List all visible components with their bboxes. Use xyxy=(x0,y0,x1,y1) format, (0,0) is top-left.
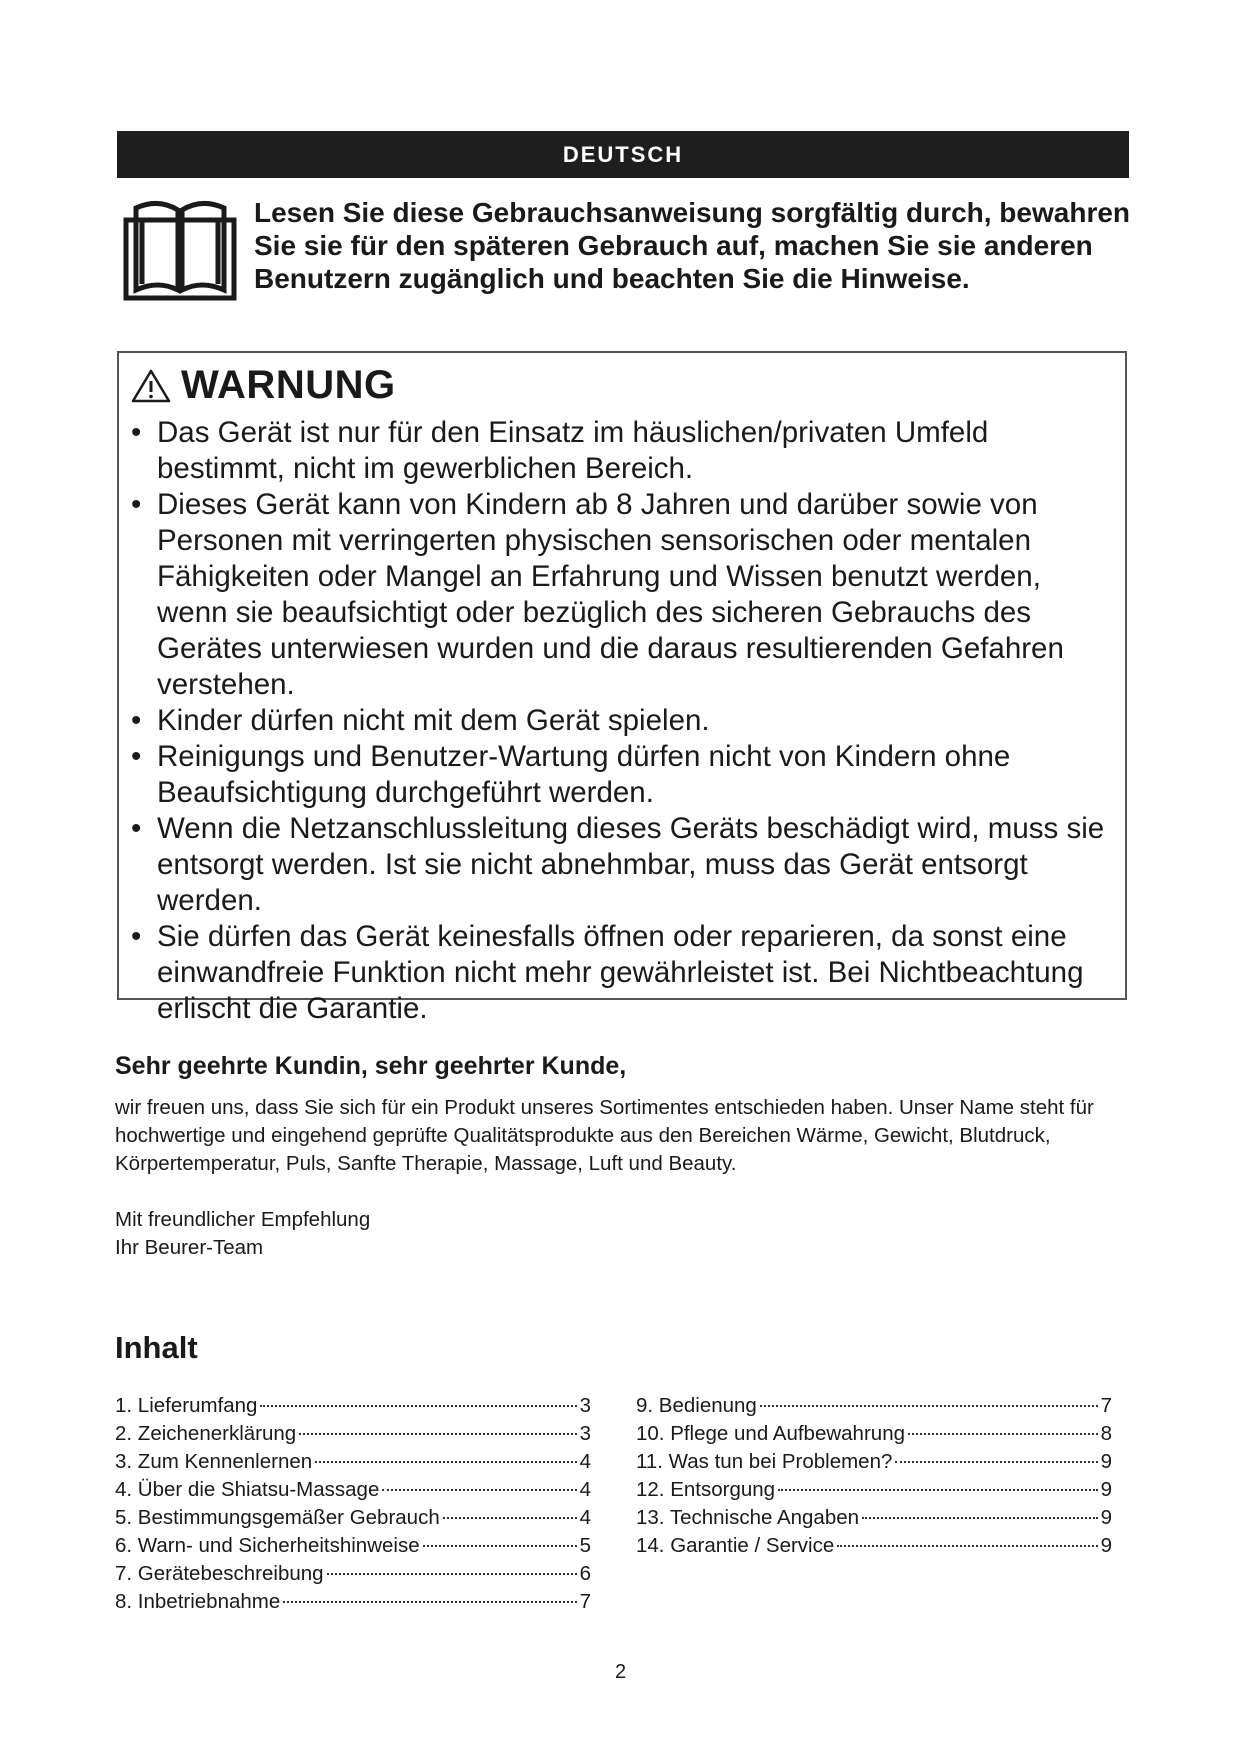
toc-entry[interactable] xyxy=(636,1392,1112,1420)
toc-entry-label: 3. Zum Kennenlernen xyxy=(115,1450,313,1473)
language-header-bar xyxy=(117,131,1129,178)
toc-entry-label: 6. Warn- und Sicherheitshinweise xyxy=(115,1534,420,1557)
toc-entry-page: 4 xyxy=(579,1478,591,1501)
toc-leader-dots xyxy=(299,1433,576,1435)
toc-entry-page: 6 xyxy=(579,1562,591,1585)
toc-leader-dots xyxy=(315,1461,576,1463)
warning-header xyxy=(131,363,396,408)
toc-entry-label: 2. Zeichenerklärung xyxy=(115,1422,297,1445)
read-instructions-notice xyxy=(122,196,1132,306)
warning-item: • Kinder dürfen nicht mit dem Gerät spielen. xyxy=(131,703,1111,739)
toc-leader-dots xyxy=(895,1461,1097,1463)
warning-item: • Dieses Gerät kann von Kindern ab 8 Jahren und darüber sowie von Personen mit verringerten physischen sensorischen oder mentalen Fähigkeiten oder Mangel an Erfahrung und Wissen benutzt werden, wenn sie beaufsichtigt oder bezüglich des sicheren Gebrauchs des Gerätes unterwiesen wurden und die daraus resultierenden Gefahren verstehen. xyxy=(131,487,1111,703)
toc-entry[interactable] xyxy=(115,1532,591,1560)
toc-entry[interactable] xyxy=(115,1588,591,1616)
toc-entry-label: 5. Bestimmungsgemäßer Gebrauch xyxy=(115,1506,440,1529)
toc-entry-page: 9 xyxy=(1100,1534,1112,1557)
toc-entry-page: 4 xyxy=(579,1506,591,1529)
page-number: 2 xyxy=(614,1661,627,1683)
warning-box xyxy=(117,351,1127,1025)
toc-leader-dots xyxy=(327,1573,577,1575)
toc-entry-label: 1. Lieferumfang xyxy=(115,1394,258,1417)
toc-entry-page: 3 xyxy=(579,1394,591,1417)
toc-entry-label: 9. Bedienung xyxy=(636,1394,757,1417)
toc-leader-dots xyxy=(908,1433,1098,1435)
toc-entry-label: 7. Gerätebeschreibung xyxy=(115,1562,324,1585)
toc-entry-page: 3 xyxy=(579,1422,591,1445)
toc-entry-page: 5 xyxy=(579,1534,591,1557)
toc-entry[interactable] xyxy=(636,1504,1112,1532)
read-instructions-text: Lesen Sie diese Gebrauchsanweisung sorgfältig durch, bewahren Sie sie für den späteren Gebrauch auf, machen Sie sie anderen Benutzern zugänglich und beachten Sie die Hinweise. xyxy=(254,197,1131,294)
toc-entry[interactable] xyxy=(115,1392,591,1420)
toc-leader-dots xyxy=(260,1405,576,1407)
closing-line: Mit freundlicher Empfehlung xyxy=(115,1208,371,1231)
toc-entry-page: 8 xyxy=(1100,1422,1112,1445)
greeting-body: wir freuen uns, dass Sie sich für ein Produkt unseres Sortimentes entschieden haben. Unser Name steht für hochwertige und eingehend geprüfte Qualitätsprodukte aus den Bereichen Wärme, Gewicht, Blutdruck, Körpertemperatur, Puls, Sanfte Therapie, Massage, Luft und Beauty. xyxy=(115,1096,1094,1175)
toc-column-right xyxy=(636,1392,1112,1560)
toc-entry[interactable] xyxy=(115,1560,591,1588)
warning-list xyxy=(131,415,1111,1027)
toc-entry[interactable] xyxy=(636,1476,1112,1504)
toc-entry-label: 10. Pflege und Aufbewahrung xyxy=(636,1422,905,1445)
toc-entry-label: 14. Garantie / Service xyxy=(636,1534,835,1557)
toc-leader-dots xyxy=(443,1517,577,1519)
toc-entry-label: 12. Entsorgung xyxy=(636,1478,776,1501)
closing-line: Ihr Beurer-Team xyxy=(115,1236,264,1259)
toc-entry-label: 4. Über die Shiatsu-Massage xyxy=(115,1478,380,1501)
toc-entry-page: 9 xyxy=(1100,1478,1112,1501)
toc-entry-page: 7 xyxy=(1100,1394,1112,1417)
toc-entry-page: 7 xyxy=(579,1590,591,1613)
toc-entry-label: 11. Was tun bei Problemen? xyxy=(636,1450,893,1473)
warning-title: WARNUNG xyxy=(181,363,396,407)
toc-entry-label: 8. Inbetriebnahme xyxy=(115,1590,281,1613)
closing-signature xyxy=(115,1206,370,1262)
toc-leader-dots xyxy=(423,1545,577,1547)
toc-column-left xyxy=(115,1392,591,1616)
toc-entry-label: 13. Technische Angaben xyxy=(636,1506,860,1529)
warning-item: • Das Gerät ist nur für den Einsatz im häuslichen/privaten Umfeld bestimmt, nicht im gewerblichen Bereich. xyxy=(131,415,1111,487)
toc-entry[interactable] xyxy=(115,1420,591,1448)
toc-entry-page: 4 xyxy=(579,1450,591,1473)
toc-entry[interactable] xyxy=(115,1476,591,1504)
toc-entry[interactable] xyxy=(115,1448,591,1476)
warning-triangle-icon xyxy=(131,369,171,403)
toc-leader-dots xyxy=(760,1405,1098,1407)
toc-leader-dots xyxy=(283,1601,576,1603)
book-icon xyxy=(122,198,238,302)
toc-entry-page: 9 xyxy=(1100,1450,1112,1473)
warning-item: • Sie dürfen das Gerät keinesfalls öffnen oder reparieren, da sonst eine einwandfreie Funktion nicht mehr gewährleistet ist. Bei Nichtbeachtung erlischt die Garantie. xyxy=(131,919,1111,1027)
warning-item: • Wenn die Netzanschlussleitung dieses Geräts beschädigt wird, muss sie entsorgt werden. Ist sie nicht abnehmbar, muss das Gerät entsorgt werden. xyxy=(131,811,1111,919)
toc-leader-dots xyxy=(382,1489,576,1491)
toc-leader-dots xyxy=(837,1545,1097,1547)
toc-entry[interactable] xyxy=(636,1420,1112,1448)
toc-entry[interactable] xyxy=(636,1448,1112,1476)
toc-entry[interactable] xyxy=(636,1532,1112,1560)
greeting-title: Sehr geehrte Kundin, sehr geehrter Kunde, xyxy=(115,1052,627,1080)
language-label: DEUTSCH xyxy=(562,141,684,167)
toc-leader-dots xyxy=(862,1517,1098,1519)
toc-entry[interactable] xyxy=(115,1504,591,1532)
toc-entry-page: 9 xyxy=(1100,1506,1112,1529)
toc-leader-dots xyxy=(778,1489,1098,1491)
toc-title: Inhalt xyxy=(115,1330,198,1365)
warning-item: • Reinigungs und Benutzer-Wartung dürfen nicht von Kindern ohne Beaufsichtigung durchgeführt werden. xyxy=(131,739,1111,811)
